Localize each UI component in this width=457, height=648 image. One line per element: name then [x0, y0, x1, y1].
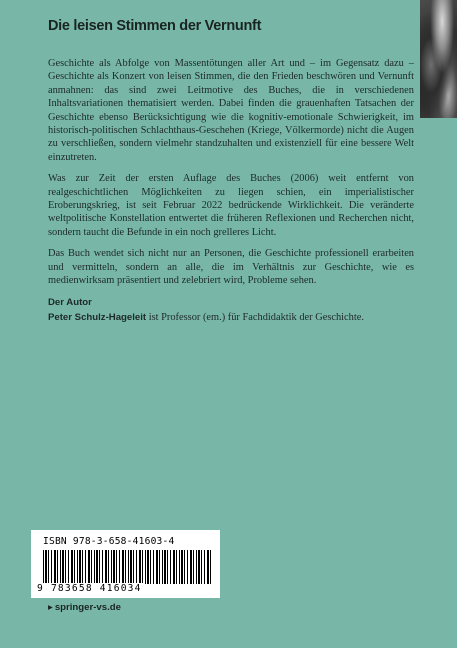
- cover-art-fragment: [420, 0, 457, 118]
- book-title: Die leisen Stimmen der Vernunft: [48, 18, 262, 34]
- isbn-label: ISBN 978-3-658-41603-4: [43, 536, 175, 547]
- publisher-url-text: springer-vs.de: [54, 602, 121, 613]
- barcode-digits: 9 783658 416034: [37, 583, 142, 594]
- author-heading: Der Autor: [48, 296, 92, 308]
- author-bio: [48, 311, 414, 324]
- barcode-bars: [43, 550, 213, 584]
- isbn-barcode: [31, 530, 220, 598]
- publisher-url[interactable]: [48, 602, 121, 613]
- author-description: ist Professor (em.) für Fachdidaktik der Geschichte.: [146, 311, 364, 323]
- author-name: Peter Schulz-Hageleit: [48, 311, 147, 323]
- blurb-paragraph-3: Das Buch wendet sich nicht nur an Personen, die Geschichte professionell erarbeiten und vermitteln, sondern an alle, die im Verhältnis zur Geschichte, wie es medienwirksam präsentiert und zelebriert wird, Probleme sehen.: [48, 248, 414, 287]
- blurb-paragraph-2: Was zur Zeit der ersten Auflage des Buches (2006) weit entfernt von realgeschichtlichen Möglichkeiten zu liegen schien, ein imperialistischer Eroberungskrieg, ist seit Februar 2022 bedrückende Wirklichkeit. Die veränderte weltpolitische Konstellation entwertet die früheren Reflexionen und Recherchen nicht, sondern taucht die Befunde in ein noch grelleres Licht.: [48, 173, 414, 238]
- arrow-right-icon: ▸: [48, 602, 53, 613]
- blurb-paragraph-1: Geschichte als Abfolge von Massentötungen aller Art und – im Gegensatz dazu – Geschichte als Konzert von leisen Stimmen, die den Frieden beschwören und Vernunft anmahnen: das sind zwei Leitmotive des Buches, die in verschiedenen Inhaltsvariationen thematisiert werden. Dabei finden die grauenhaften Tatsachen der Geschichte ebenso Berücksichtigung wie die kognitiv-emotionale Schwierigkeit, im historisch-politischen Schlachthaus-Geschehen (Kriege, Völkermorde) nicht die Augen zu verschließen, sondern vielmehr standzuhalten und existenziell für eine bessere Welt einzutreten.: [48, 58, 414, 163]
- blurb-text: [48, 57, 414, 324]
